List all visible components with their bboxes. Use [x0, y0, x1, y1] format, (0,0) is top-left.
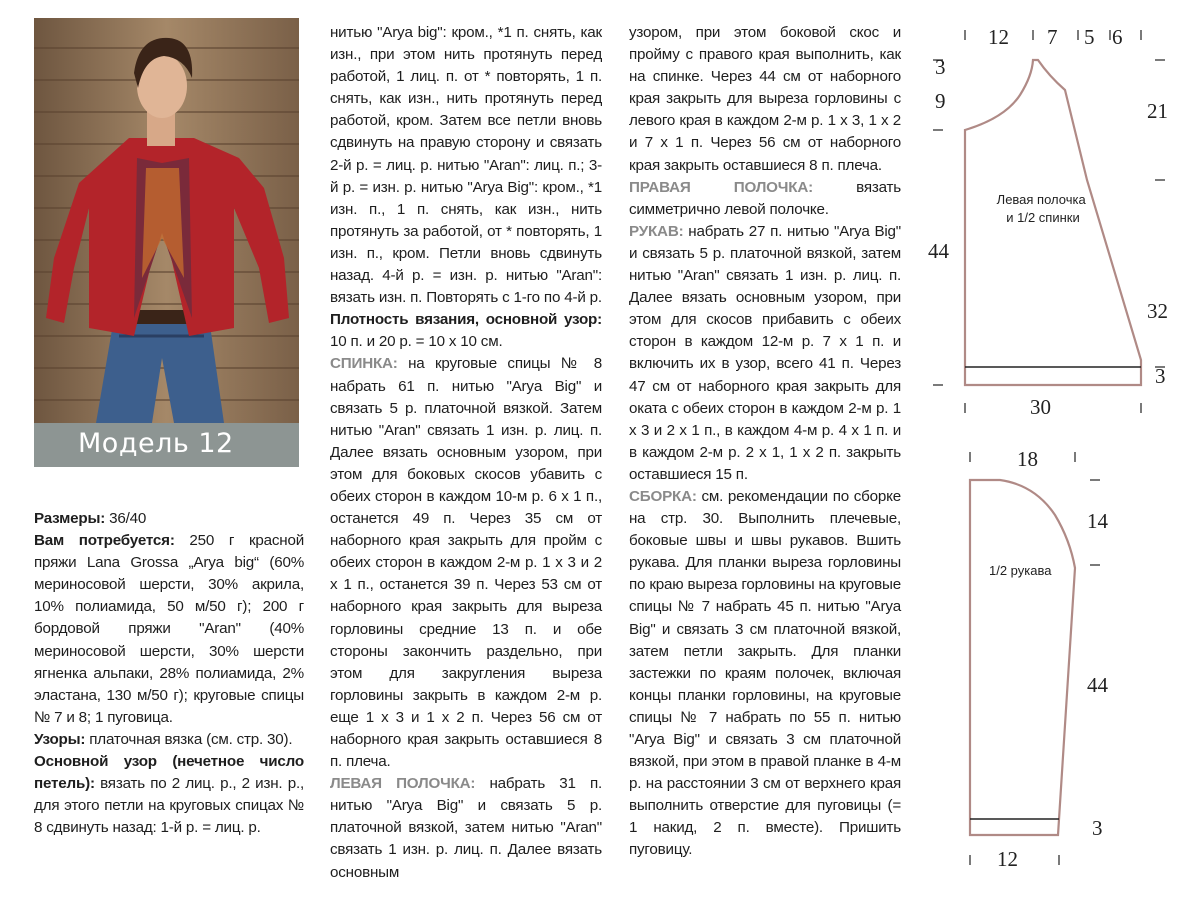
sleeve-right-dim-2: 44 [1087, 673, 1108, 697]
patterns-label: Узоры: [34, 730, 86, 748]
right-front-text: вязать симметрично левой полочке. [629, 178, 902, 218]
front-piece-label-line-2: и 1/2 спинки [1006, 210, 1080, 225]
patterns-text: платочная вязка (см. стр. 30). [85, 730, 293, 748]
model-photo-illustration [34, 18, 299, 467]
front-bottom-dim: 30 [1030, 395, 1051, 419]
sleeve-outline [970, 480, 1075, 835]
left-front-text: набрать 31 п. нитью "Arya Big" и связать 5 р. платочной вязкой, затем нитью "Aran" связать 1 изн. р. лиц. п. Далее вязать основным [330, 775, 602, 881]
materials-text: 250 г красной пряжи Lana Grossa „Arya big“ (60% мериносовой шерсти, 30% акрила, 10% полиамида, 50 м/50 г); 200 г бордовой пряжи "Aran" (40% мериносовой шерсти, 30% шерсти ягненка альпаки, 28% полиамида, 2% эластана, 130 м/50 г); круговые спицы № 7 и 8; 1 пуговица. [34, 532, 304, 726]
front-right-dim-2: 32 [1147, 299, 1168, 323]
front-piece-label-line-1: Левая полочка [996, 192, 1086, 207]
sleeve-schematic [970, 447, 1109, 871]
density-text: 10 п. и 20 р. = 10 х 10 см. [330, 333, 503, 351]
front-right-dim-3: 3 [1155, 364, 1166, 388]
assembly-label: СБОРКА: [629, 487, 697, 505]
materials-label: Вам потребуется: [34, 532, 175, 550]
pattern-continuation: нитью "Arya big": кром., *1 п. снять, как изн., при этом нить протянуть перед работой, 1 лиц. п. от * повторять, 1 п. снять, как изн., нить протянуть перед работой, кром. Затем все петли вновь сдвинуть на правую сторону и связать 2-й р. = лиц. р. нитью "Aran": лиц. п.; 3-й р. = изн. р. нитью "Arya Big": кром., *1 изн. п., 1 п. снять, как изн., нить протянуть за работой, от * повторять, 1 изн. п., кром. Петли вновь сдвинуть назад. 4-й р. = изн. р. нитью "Aran": вязать изн. п. Повторять с 1-го по 4-й р. [330, 24, 602, 307]
sleeve-top-dim: 18 [1017, 447, 1038, 471]
front-top-dim-1: 12 [988, 25, 1009, 49]
model-caption-bar [34, 423, 299, 467]
sleeve-right-dim-1: 14 [1087, 509, 1108, 533]
model-caption: Модель 12 [78, 428, 234, 459]
front-piece-label [997, 192, 1090, 225]
back-label: СПИНКА: [330, 355, 398, 373]
main-pattern-text: вязать по 2 лиц. р., 2 изн. р., для этого петли на круговых спицах № 8 сдвинуть назад: 1-й р. = лиц. р. [34, 775, 304, 837]
front-schematic [928, 25, 1168, 419]
density-label: Плотность вязания, основной узор: [330, 311, 602, 329]
left-front-label: ЛЕВАЯ ПОЛОЧКА: [330, 775, 476, 793]
front-right-dim-1: 21 [1147, 99, 1168, 123]
sizes-value: 36/40 [105, 510, 147, 527]
front-left-dim-2: 9 [935, 89, 946, 113]
sleeve-text: набрать 27 п. нитью "Arya Big" и связать 5 р. платочной вязкой, затем нитью "Aran" связать 1 изн. р. лиц. п. Далее вязать основным узором, при этом для скосов прибавить с обеих сторон в каждом 12-м р. 7 х 1 п. и включить их в узор, всего 41 п. Через 47 см от наборного края закрыть для оката с обеих сторон в каждом 2-м р. 1 х 3 и 2 х 1 п., в каждом 4-м р. 4 х 1 п. и в каждом 2-м р. 2 х 1, 1 х 2 п. закрыть оставшиеся 15 п. [629, 222, 901, 483]
sizes-label: Размеры: [34, 510, 106, 527]
front-left-dim-3: 44 [928, 239, 949, 263]
model-photo [34, 18, 299, 467]
left-front-continuation: узором, при этом боковой скос и пройму с правого края выполнить, как на спинке. Через 44 см от наборного края закрыть для выреза горловины с левого края в каждом 2-м р. 1 х 3, 1 х 2 и 7 х 1 п. Через 56 см от наборного края закрыть оставшиеся 8 п. плеча. [629, 24, 901, 174]
right-front-label: ПРАВАЯ ПОЛОЧКА: [629, 178, 813, 196]
front-top-dim-3: 5 [1084, 25, 1095, 49]
sleeve-label: 1/2 рукава [989, 563, 1052, 578]
front-top-dim-4: 6 [1112, 25, 1123, 49]
sleeve-label: РУКАВ: [629, 222, 684, 240]
front-left-dim-1: 3 [935, 55, 946, 79]
back-text: на круговые спицы № 8 набрать 61 п. нитью "Arya Big" и связать 5 р. платочной вязкой. Затем нитью "Aran" связать 1 изн. р. лиц. п. Далее вязать основным узором, при этом для боковых скосов убавить с обеих сторон в каждом 10-м р. 6 х 1 п., останется 49 п. Через 35 см от наборного края закрыть для пройм с обеих сторон в каждом 2-м р. 1 х 3 и 2 х 1 п., останется 39 п. Через 53 см от наборного края закрыть для выреза горловины средние 13 п. и обе стороны закончить раздельно, при этом для закругления выреза горловины закрыть в каждом 2-м р. еще 1 х 3 и 1 х 2 п. Через 56 см от наборного края закрыть оставшиеся 8 п. плеча. [330, 355, 602, 771]
text-column-3 [629, 22, 901, 862]
text-column-2 [330, 22, 602, 884]
front-top-dim-2: 7 [1047, 25, 1058, 49]
sleeve-bottom-dim: 12 [997, 847, 1018, 871]
assembly-text: см. рекомендации по сборке на стр. 30. Выполнить плечевые, боковые швы и швы рукавов. Вшить рукава. Для планки выреза горловины по краю выреза горловины на круговые спицы № 7 набрать 45 п. нитью "Arya Big" и связать 3 см платочной вязкой, затем петли закрыть. Для планки застежки по краям полочек, включая концы планки горловины, на круговые спицы № 7 набрать по 55 п. нитью "Arya Big" и связать 3 см платочной вязкой, при этом в правой планке в 4-м р. на расстоянии 3 см от верхнего края выполнить отверстие для пуговицы (= 1 накид, 2 п. вместе). Пришить пуговицу. [629, 487, 901, 859]
schematics [925, 0, 1202, 908]
main-pattern-label: Основной узор (нечетное число петель): [34, 753, 304, 793]
sleeve-right-dim-3: 3 [1092, 816, 1103, 840]
text-column-1 [34, 508, 304, 839]
